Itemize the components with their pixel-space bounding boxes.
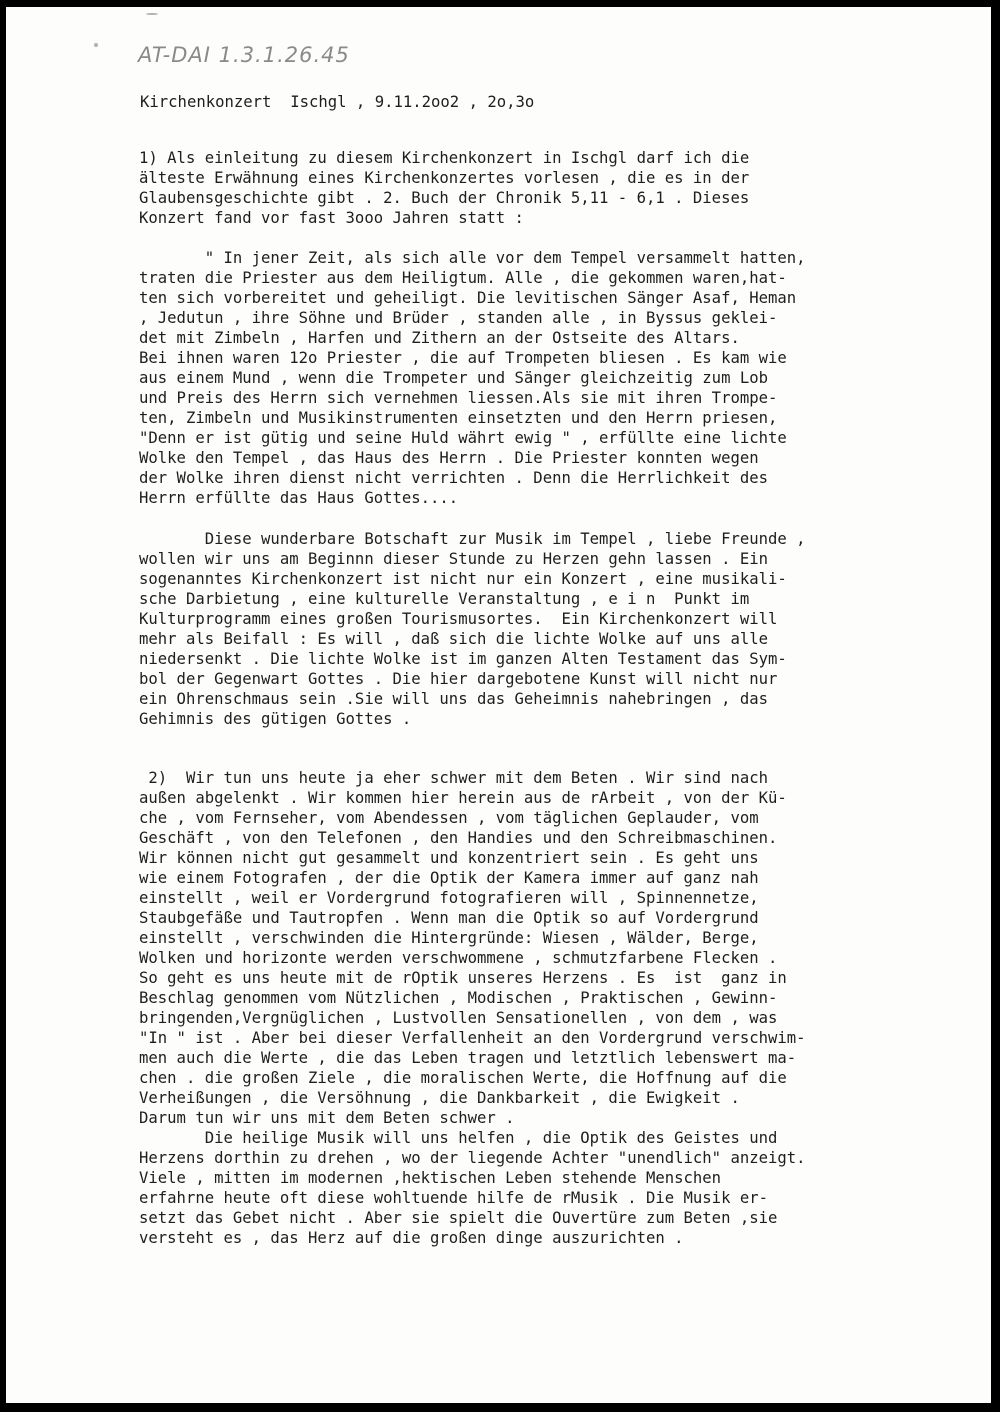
text-line: bol der Gegenwart Gottes . Die hier dargebotene Kunst will nicht nur (139, 670, 778, 688)
text-line: Staubgefäße und Tautropfen . Wenn man die Optik so auf Vordergrund (139, 909, 759, 927)
page-title: Kirchenkonzert Ischgl , 9.11.2oo2 , 2o,3o (140, 93, 535, 111)
text-line: 1) Als einleitung zu diesem Kirchenkonzert in Ischgl darf ich die (139, 149, 750, 167)
paper-speck (146, 13, 158, 15)
text-line: Die heilige Musik will uns helfen , die Optik des Geistes und (139, 1129, 778, 1147)
text-line: Diese wunderbare Botschaft zur Musik im Tempel , liebe Freunde , (139, 530, 806, 548)
text-line: Gehimnis des gütigen Gottes . (139, 710, 412, 728)
text-line: älteste Erwähnung eines Kirchenkonzertes vorlesen , die es in der (139, 169, 750, 187)
archive-signature: AT-DAI 1.3.1.26.45 (138, 43, 350, 67)
text-line: traten die Priester aus dem Heiligtum. Alle , die gekommen waren,hat- (139, 269, 787, 287)
text-line: bringenden,Vergnüglichen , Lustvollen Sensationellen , von dem , was (139, 1009, 778, 1027)
text-line: Viele , mitten im modernen ,hektischen Leben stehende Menschen (139, 1169, 722, 1187)
text-line: mehr als Beifall : Es will , daß sich die lichte Wolke auf uns alle (139, 630, 769, 648)
document-page (6, 7, 991, 1403)
text-line: einstellt , weil er Vordergrund fotografieren will , Spinnennetze, (139, 889, 759, 907)
text-line: sche Darbietung , eine kulturelle Veranstaltung , e i n Punkt im (139, 590, 750, 608)
text-line: ten sich vorbereitet und geheiligt. Die levitischen Sänger Asaf, Heman (139, 289, 797, 307)
text-line: einstellt , verschwinden die Hintergründe: Wiesen , Wälder, Berge, (139, 929, 759, 947)
text-line: setzt das Gebet nicht . Aber sie spielt die Ouvertüre zum Beten ,sie (139, 1209, 778, 1227)
text-line: chen . die großen Ziele , die moralischen Werte, die Hoffnung auf die (139, 1069, 787, 1087)
text-line: niedersenkt . Die lichte Wolke ist im ganzen Alten Testament das Sym- (139, 650, 787, 668)
text-line: Konzert fand vor fast 3ooo Jahren statt : (139, 209, 524, 227)
text-line: Herrn erfüllte das Haus Gottes.... (139, 489, 459, 507)
text-line: Wolken und horizonte werden verschwommene , schmutzfarbene Flecken . (139, 949, 778, 967)
text-line: Darum tun wir uns mit dem Beten schwer . (139, 1109, 515, 1127)
text-line: So geht es uns heute mit de rOptik unseres Herzens . Es ist ganz in (139, 969, 787, 987)
text-line: der Wolke ihren dienst nicht verrichten . Denn die Herrlichkeit des (139, 469, 769, 487)
text-line: " In jener Zeit, als sich alle vor dem Tempel versammelt hatten, (139, 249, 806, 267)
text-line: erfahrne heute oft diese wohltuende hilfe de rMusik . Die Musik er- (139, 1189, 769, 1207)
paper-speck (94, 43, 98, 47)
text-line: wie einem Fotografen , der die Optik der Kamera immer auf ganz nah (139, 869, 759, 887)
text-line: aus einem Mund , wenn die Trompeter und Sänger gleichzeitig zum Lob (139, 369, 769, 387)
text-line: Bei ihnen waren 12o Priester , die auf Trompeten bliesen . Es kam wie (139, 349, 787, 367)
text-line: 2) Wir tun uns heute ja eher schwer mit dem Beten . Wir sind nach (139, 769, 769, 787)
text-line: außen abgelenkt . Wir kommen hier herein aus de rArbeit , von der Kü- (139, 789, 787, 807)
text-line: det mit Zimbeln , Harfen und Zithern an der Ostseite des Altars. (139, 329, 740, 347)
text-line: Wir können nicht gut gesammelt und konzentriert sein . Es geht uns (139, 849, 759, 867)
text-line: sogenanntes Kirchenkonzert ist nicht nur ein Konzert , eine musikali- (139, 570, 787, 588)
text-line: Kulturprogramm eines großen Tourismusortes. Ein Kirchenkonzert will (139, 610, 778, 628)
text-line: versteht es , das Herz auf die großen dinge auszurichten . (139, 1229, 684, 1247)
text-line: ten, Zimbeln und Musikinstrumenten einsetzten und den Herrn priesen, (139, 409, 778, 427)
text-line: , Jedutun , ihre Söhne und Brüder , standen alle , in Byssus geklei- (139, 309, 778, 327)
text-line: Verheißungen , die Versöhnung , die Dankbarkeit , die Ewigkeit . (139, 1089, 740, 1107)
text-line: Beschlag genommen vom Nützlichen , Modischen , Praktischen , Gewinn- (139, 989, 778, 1007)
text-line: Geschäft , von den Telefonen , den Handies und den Schreibmaschinen. (139, 829, 778, 847)
text-line: "Denn er ist gütig und seine Huld währt ewig " , erfüllte eine lichte (139, 429, 787, 447)
text-line: Glaubensgeschichte gibt . 2. Buch der Chronik 5,11 - 6,1 . Dieses (139, 189, 750, 207)
text-line: che , vom Fernseher, vom Abendessen , vom täglichen Geplauder, vom (139, 809, 759, 827)
text-line: wollen wir uns am Beginnn dieser Stunde zu Herzen gehn lassen . Ein (139, 550, 769, 568)
text-line: Herzens dorthin zu drehen , wo der liegende Achter "unendlich" anzeigt. (139, 1149, 806, 1167)
text-line: Wolke den Tempel , das Haus des Herrn . Die Priester konnten wegen (139, 449, 759, 467)
text-line: "In " ist . Aber bei dieser Verfallenheit an den Vordergrund verschwim- (139, 1029, 806, 1047)
text-line: ein Ohrenschmaus sein .Sie will uns das Geheimnis nahebringen , das (139, 690, 769, 708)
text-line: men auch die Werte , die das Leben tragen und letztlich lebenswert ma- (139, 1049, 797, 1067)
text-line: und Preis des Herrn sich vernehmen liessen.Als sie mit ihren Trompe- (139, 389, 778, 407)
